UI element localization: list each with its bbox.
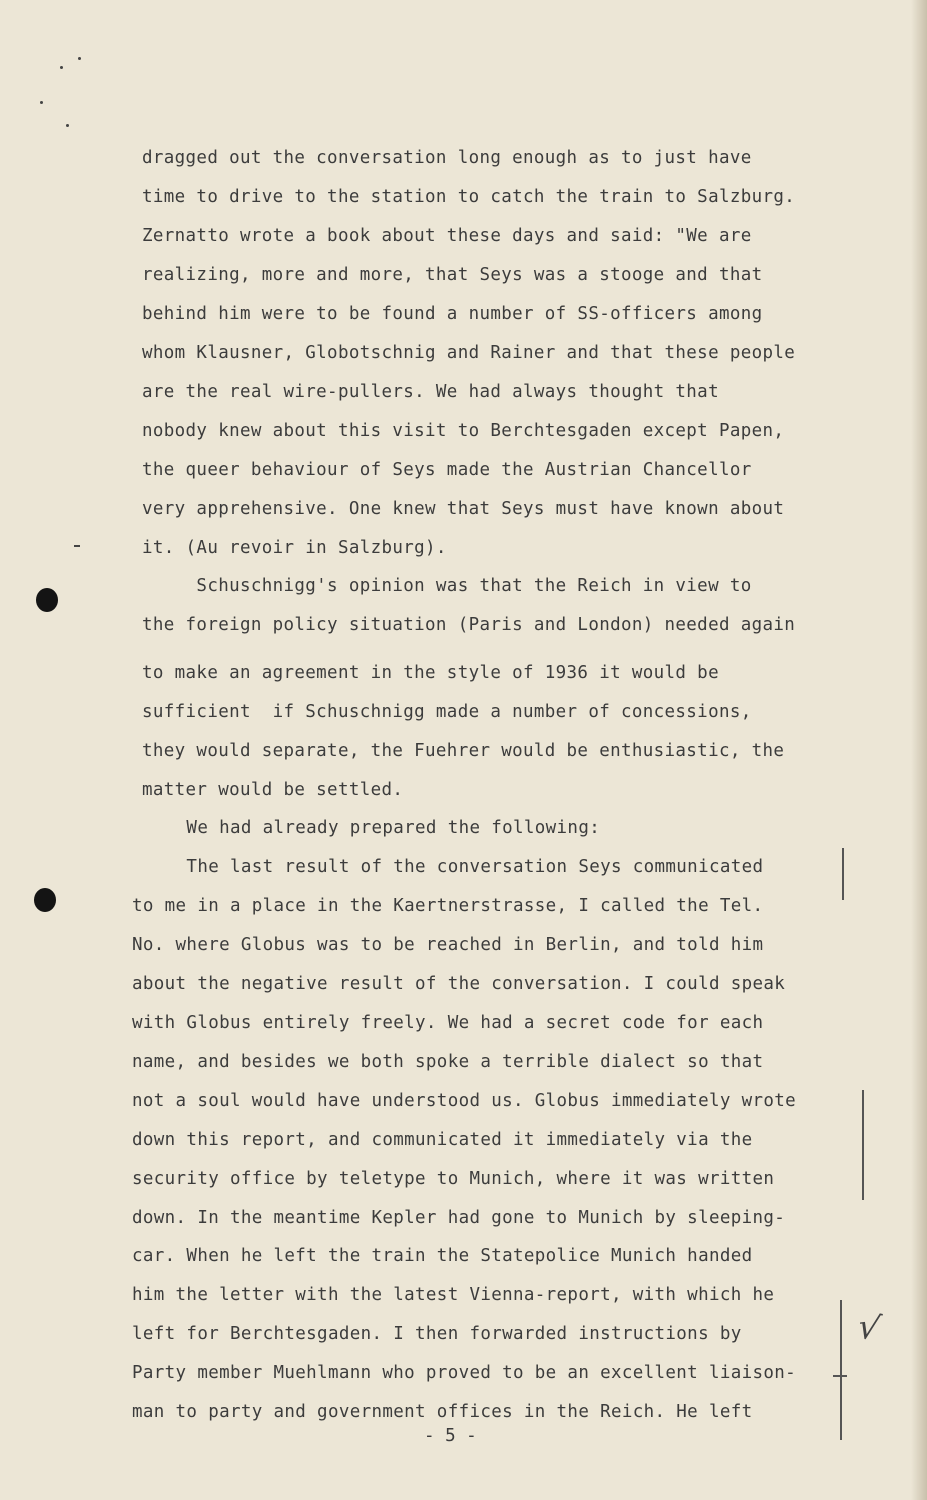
text-line: left for Berchtesgaden. I then forwarded instructions by (132, 1324, 742, 1344)
text-line: him the letter with the latest Vienna-report, with which he (132, 1285, 775, 1305)
text-line: The last result of the conversation Seys communicated (132, 857, 764, 877)
page-edge-shadow (911, 0, 927, 1500)
page-number: - 5 - (424, 1426, 477, 1446)
text-line: about the negative result of the conversation. I could speak (132, 974, 786, 994)
text-line: Party member Muehlmann who proved to be an excellent liaison- (132, 1363, 797, 1383)
text-line: down this report, and communicated it immediately via the (132, 1130, 753, 1150)
text-line: No. where Globus was to be reached in Berlin, and told him (132, 935, 764, 955)
text-line: whom Klausner, Globotschnig and Rainer and that these people (142, 343, 796, 363)
punch-hole (34, 888, 56, 912)
text-line: man to party and government offices in the Reich. He left (132, 1402, 753, 1422)
text-line: dragged out the conversation long enough as to just have (142, 148, 752, 168)
text-line: they would separate, the Fuehrer would be enthusiastic, the (142, 741, 785, 761)
text-line: the queer behaviour of Seys made the Austrian Chancellor (142, 460, 752, 480)
text-line: name, and besides we both spoke a terrible dialect so that (132, 1052, 764, 1072)
text-line: car. When he left the train the Statepolice Munich handed (132, 1246, 753, 1266)
punch-hole (36, 588, 58, 612)
margin-tick (833, 1375, 847, 1377)
text-line: not a soul would have understood us. Globus immediately wrote (132, 1091, 797, 1111)
text-line: to make an agreement in the style of 1936 it would be (142, 663, 719, 683)
text-line: it. (Au revoir in Salzburg). (142, 538, 447, 558)
text-line: are the real wire-pullers. We had always thought that (142, 382, 719, 402)
margin-line (842, 848, 844, 900)
text-line: behind him were to be found a number of SS-officers among (142, 304, 763, 324)
text-line: realizing, more and more, that Seys was a stooge and that (142, 265, 763, 285)
margin-line (840, 1300, 842, 1440)
checkmark-icon: √ (854, 1306, 884, 1350)
text-line: the foreign policy situation (Paris and London) needed again (142, 615, 796, 635)
dust-speck (60, 66, 63, 69)
dust-speck (40, 101, 43, 104)
text-line: down. In the meantime Kepler had gone to Munich by sleeping- (132, 1208, 786, 1228)
text-line: with Globus entirely freely. We had a secret code for each (132, 1013, 764, 1033)
text-line: matter would be settled. (142, 780, 404, 800)
margin-line (862, 1090, 864, 1200)
text-line: Schuschnigg's opinion was that the Reich in view to (142, 576, 752, 596)
text-line: to me in a place in the Kaertnerstrasse, I called the Tel. (132, 896, 764, 916)
text-line: time to drive to the station to catch the train to Salzburg. (142, 187, 796, 207)
text-line: very apprehensive. One knew that Seys must have known about (142, 499, 785, 519)
text-line: nobody knew about this visit to Berchtesgaden except Papen, (142, 421, 785, 441)
dust-speck (66, 124, 69, 127)
text-line: We had already prepared the following: (132, 818, 601, 838)
text-line: security office by teletype to Munich, where it was written (132, 1169, 775, 1189)
text-line: sufficient if Schuschnigg made a number of concessions, (142, 702, 752, 722)
dust-speck (78, 57, 81, 60)
text-line: Zernatto wrote a book about these days and said: "We are (142, 226, 752, 246)
dust-speck (74, 545, 80, 547)
